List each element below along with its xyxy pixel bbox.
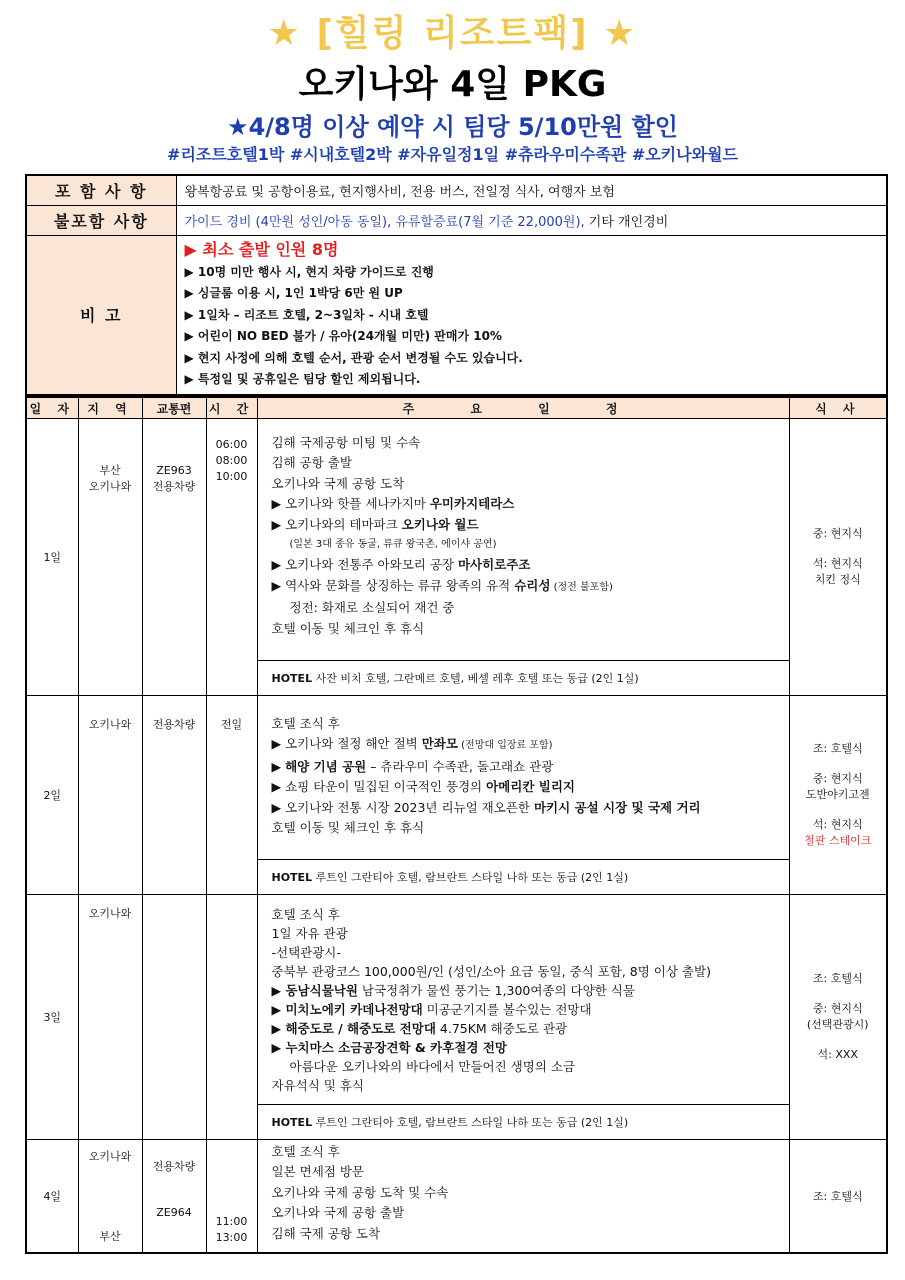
promo-text: ★4/8명 이상 예약 시 팀당 5/10만원 할인 — [227, 113, 678, 141]
meal-line: 석: 현지식 — [812, 818, 863, 831]
day3-label: 3일 — [26, 895, 78, 1140]
col-main-schedule: 주 요 일 정 — [257, 397, 789, 419]
region-line: 오키나와 — [88, 480, 132, 493]
day4-schedule — [257, 1140, 789, 1253]
time-line: 08:00 — [215, 454, 248, 467]
schedule-line: 오키나와 국제 공항 도착 — [271, 475, 405, 491]
schedule-line: ▶ 오키나와 절정 해안 절벽 만좌모 (전망대 입장료 포함) — [271, 736, 553, 752]
schedule-line: 중북부 관광코스 100,000원/인 (성인/소아 요금 동일, 중식 포함, 8명 이상 출발) — [271, 964, 711, 979]
schedule-line: 일본 면세점 방문 — [271, 1164, 364, 1180]
header — [0, 0, 905, 166]
excluded-rest: 기타 개인경비 — [584, 214, 669, 230]
meal-line: 치킨 정식 — [814, 573, 861, 586]
day4-region — [78, 1140, 142, 1253]
day3-schedule — [257, 895, 789, 1105]
meal-line: 석: XXX — [817, 1048, 858, 1061]
day1-region — [78, 419, 142, 696]
schedule-line: ▶ 오키나와 전통주 아와모리 공장 마사히로주조 — [271, 557, 531, 573]
day4-times — [206, 1140, 257, 1253]
schedule-line: 김해 공항 출발 — [271, 455, 352, 471]
schedule-line: 김해 국제 공항 도착 — [271, 1225, 381, 1241]
day1-times — [206, 419, 257, 696]
day2-meals — [789, 696, 887, 895]
schedule-line: 호텔 이동 및 체크인 후 휴식 — [271, 620, 425, 636]
min-departure-note: ▶ 최소 출발 인원 8명 — [184, 239, 339, 259]
region-line: 부산 — [99, 464, 121, 477]
excluded-value — [176, 205, 887, 235]
package-tag: ★ [힐링 리조트팩] ★ — [267, 13, 638, 54]
day3-region: 오키나와 — [78, 895, 142, 1140]
page-title: 오키나와 4일 PKG — [298, 64, 607, 105]
schedule-line: ▶ 쇼핑 타운이 밀집된 이국적인 풍경의 아메리칸 빌리지 — [271, 779, 575, 795]
day2-label: 2일 — [26, 696, 78, 895]
day2-schedule — [257, 696, 789, 860]
included-value: 왕복항공료 및 공항이용료, 현지행사비, 전용 버스, 전일정 식사, 여행자 보험 — [176, 175, 887, 205]
day1-meals — [789, 419, 887, 696]
time-line: 06:00 — [215, 438, 248, 451]
day1-transport — [142, 419, 206, 696]
time-line: 13:00 — [215, 1230, 248, 1244]
day3-transport — [142, 895, 206, 1140]
day1-label: 1일 — [26, 419, 78, 696]
schedule-line: 호텔 조식 후 — [271, 1144, 340, 1159]
note-line: ▶ 10명 미만 행사 시, 현지 차량 가이드로 진행 — [184, 264, 434, 279]
col-day: 일 자 — [26, 397, 78, 419]
note-value — [176, 235, 887, 395]
info-table — [25, 174, 888, 396]
day4-meals: 조: 호텔식 — [789, 1140, 887, 1253]
excluded-blue: 가이드 경비 (4만원 성인/아동 동일), 유류할증료(7월 기준 22,000원), — [184, 214, 585, 230]
day2-transport: 전용차량 — [142, 696, 206, 895]
meal-line: 석: 현지식 — [812, 557, 863, 570]
meal-line: 중: 현지식 — [812, 772, 863, 785]
schedule-line: ▶ 오키나와 전통 시장 2023년 리뉴얼 재오픈한 마키시 공설 시장 및 국제 거리 — [271, 799, 701, 815]
schedule-line: ▶ 오키나와 핫플 세나카지마 우미카지테라스 — [271, 496, 515, 512]
time-line: 11:00 — [215, 1214, 248, 1228]
schedule-line: ▶ 해중도로 / 해중도로 전망대 4.75KM 해중도로 관광 — [271, 1021, 568, 1036]
meal-line: 도반야키고젠 — [805, 788, 870, 801]
schedule-line: 호텔 조식 후 — [271, 716, 340, 731]
schedule-line: ▶ 미치노에키 카데나전망대 미공군기지를 볼수있는 전망대 — [271, 1002, 592, 1017]
note-line: ▶ 어린이 NO BED 불가 / 유아(24개월 미만) 판매가 10% — [184, 329, 502, 343]
day4-transport — [142, 1140, 206, 1253]
meal-line: 조: 호텔식 — [812, 742, 863, 755]
transport-line: ZE964 — [156, 1206, 192, 1219]
schedule-line: ▶ 동남식물낙원 남국정취가 물씬 풍기는 1,300여종의 다양한 식물 — [271, 983, 635, 998]
schedule-line: ▶ 해양 기념 공원 – 츄라우미 수족관, 돌고래쇼 관광 — [271, 758, 554, 774]
schedule-line: 김해 국제공항 미팅 및 수속 — [271, 435, 421, 450]
meal-line: (선택관광시) — [806, 1018, 869, 1031]
note-label: 비 고 — [26, 235, 176, 395]
note-line: ▶ 특정일 및 공휴일은 팀당 할인 제외됩니다. — [184, 372, 421, 386]
note-line: ▶ 현지 사정에 의해 호텔 순서, 관광 순서 변경될 수도 있습니다. — [184, 350, 523, 365]
schedule-line: 정전: 화재로 소실되어 재건 중 — [289, 600, 455, 616]
day3-meals — [789, 895, 887, 1140]
col-transport: 교통편 — [142, 397, 206, 419]
schedule-line: (일본 3대 종유 동굴, 류큐 왕국촌, 에이샤 공연) — [289, 539, 497, 551]
col-time: 시 간 — [206, 397, 257, 419]
note-line: ▶ 싱글룸 이용 시, 1인 1박당 6만 원 UP — [184, 286, 403, 300]
day4-row — [26, 1140, 887, 1253]
schedule-line: 오키나와 국제 공항 출발 — [271, 1205, 405, 1221]
meal-line: 철판 스테이크 — [804, 834, 872, 847]
schedule-line: 1일 자유 관광 — [271, 926, 348, 941]
transport-line: ZE963 — [156, 464, 192, 477]
day3-row — [26, 895, 887, 1105]
meal-line: 중: 현지식 — [812, 1002, 863, 1015]
included-label: 포 함 사 항 — [26, 175, 176, 205]
note-line: ▶ 1일차 – 리조트 호텔, 2~3일차 - 시내 호텔 — [184, 307, 429, 322]
schedule-line: 호텔 조식 후 — [271, 907, 340, 922]
day3-time — [206, 895, 257, 1140]
region-line: 부산 — [99, 1229, 121, 1243]
day1-hotel: HOTEL 사잔 비치 호텔, 그란메르 호텔, 베셀 레후 호텔 또는 동급 (2인 1실) — [257, 661, 789, 696]
day2-row — [26, 696, 887, 860]
meal-line: 조: 호텔식 — [812, 972, 863, 985]
schedule-line: -선택관광시- — [271, 945, 341, 960]
schedule-line: 아름다운 오키나와의 바다에서 만들어진 생명의 소금 — [289, 1059, 576, 1074]
transport-line: 전용차량 — [152, 480, 196, 493]
schedule-line: 오키나와 국제 공항 도착 및 수속 — [271, 1184, 449, 1200]
schedule-line: 호텔 이동 및 체크인 후 휴식 — [271, 820, 425, 836]
day2-time: 전일 — [206, 696, 257, 895]
day2-region: 오키나와 — [78, 696, 142, 895]
hashtags: #리조트호텔1박 #시내호텔2박 #자유일정1일 #츄라우미수족관 #오키나와월드 — [167, 145, 738, 164]
day3-hotel: HOTEL 루트인 그란티아 호텔, 람브란트 스타일 나하 또는 동급 (2인 1실) — [257, 1105, 789, 1140]
transport-line: 전용차량 — [152, 1160, 196, 1173]
time-line: 10:00 — [215, 470, 248, 483]
day2-hotel: HOTEL 루트인 그란티아 호텔, 람브란트 스타일 나하 또는 동급 (2인 1실) — [257, 860, 789, 895]
schedule-line: 자유석식 및 휴식 — [271, 1078, 364, 1093]
region-line: 오키나와 — [88, 1150, 132, 1163]
col-meals: 식 사 — [789, 397, 887, 419]
schedule-line: ▶ 누치마스 소금공장견학 & 카후절경 전망 — [271, 1040, 507, 1055]
schedule-line: ▶ 오키나와의 테마파크 오키나와 월드 — [271, 516, 479, 532]
col-region: 지 역 — [78, 397, 142, 419]
schedule-table — [25, 396, 888, 1254]
meal-line: 중: 현지식 — [812, 527, 863, 540]
schedule-line: ▶ 역사와 문화를 상징하는 류큐 왕족의 유적 슈리성 (정전 불포함) — [271, 577, 613, 593]
schedule-header-row — [26, 397, 887, 419]
day4-label: 4일 — [26, 1140, 78, 1253]
day1-row — [26, 419, 887, 661]
day1-schedule — [257, 419, 789, 661]
excluded-label: 불포함 사항 — [26, 205, 176, 235]
